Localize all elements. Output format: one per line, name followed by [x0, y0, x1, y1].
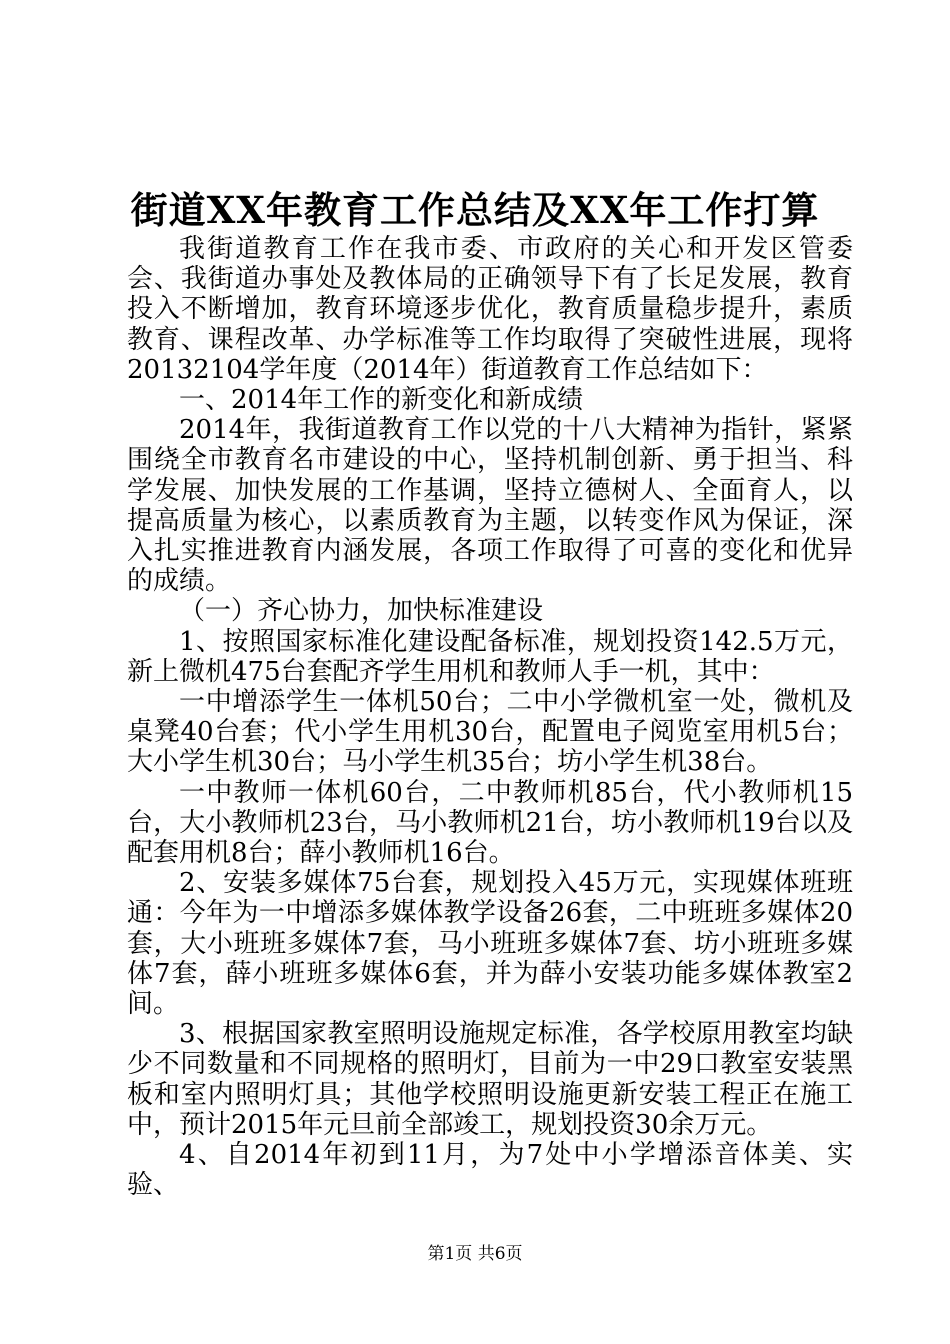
paragraph-student-machines: 一中增添学生一体机50台；二中小学微机室一处，微机及桌凳40台套；代小学生用机30台，配置电子阅览室用机5台；大小学生机30台；马小学生机35台；坊小学生机38台。 — [127, 687, 853, 778]
document-title: 街道XX年教育工作总结及XX年工作打算 — [130, 188, 820, 232]
page-number: 第1页 共6页 — [427, 1244, 523, 1264]
paragraph-item-4: 4、自2014年初到11月，为7处中小学增添音体美、实验、 — [127, 1140, 853, 1201]
document-body — [127, 234, 853, 1201]
subsection-heading-1: （一）齐心协力，加快标准建设 — [179, 596, 544, 627]
paragraph-item-2: 2、安装多媒体75台套，规划投入45万元，实现媒体班班通：今年为一中增添多媒体教学设备26套，二中班班多媒体20套，大小班班多媒体7套，马小班班多媒体7套、坊小班班多媒体7套，薛小班班多媒体6套，并为薛小安装功能多媒体教室2间。 — [127, 868, 853, 1020]
paragraph-item-1: 1、按照国家标准化建设配备标准，规划投资142.5万元，新上微机475台套配齐学生用机和教师人手一机，其中： — [127, 626, 853, 687]
paragraph-teacher-machines: 一中教师一体机60台，二中教师机85台，代小教师机15台，大小教师机23台，马小教师机21台，坊小教师机19台以及配套用机8台；薛小教师机16台。 — [127, 777, 853, 869]
paragraph-item-3: 3、根据国家教室照明设施规定标准，各学校原用教室均缺少不同数量和不同规格的照明灯，目前为一中29口教室安装黑板和室内照明灯具；其他学校照明设施更新安装工程正在施工中，预计2015年元旦前全部竣工，规划投资30余万元。 — [127, 1019, 853, 1140]
paragraph-overview: 2014年，我街道教育工作以党的十八大精神为指针，紧紧围绕全市教育名市建设的中心，坚持机制创新、勇于担当、科学发展、加快发展的工作基调，坚持立德树人、全面育人，以提高质量为核心，以素质教育为主题，以转变作风为保证，深入扎实推进教育内涵发展，各项工作取得了可喜的变化和优异的成绩。 — [127, 415, 853, 597]
paragraph-intro: 我街道教育工作在我市委、市政府的关心和开发区管委会、我街道办事处及教体局的正确领导下有了长足发展，教育投入不断增加，教育环境逐步优化，教育质量稳步提升，素质教育、课程改革、办学标准等工作均取得了突破性进展，现将20132104学年度（2014年）街道教育工作总结如下： — [127, 234, 853, 385]
section-heading-1: 一、2014年工作的新变化和新成绩 — [179, 385, 584, 416]
